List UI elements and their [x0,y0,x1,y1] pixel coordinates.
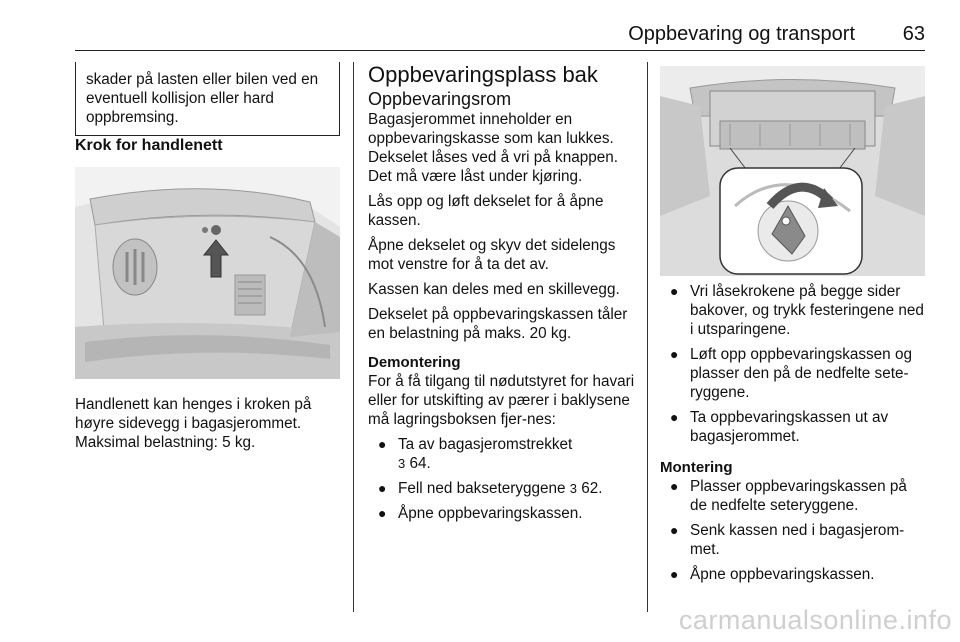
list-item [368,435,636,473]
figure-trunk-hook [75,167,340,379]
paragraph-4: Kassen kan deles med en skillevegg. [368,281,620,298]
removal-text: For å få tilgang til nødutstyret for havari eller for utskifting av pærer i baklysene må lagringsboksen fjer-nes: [368,373,635,428]
bullet-icon: ● [670,566,679,582]
header-rule [75,50,925,51]
paragraph-1: Bagasjerommet inneholder en oppbevaringskasse som kan lukkes. Dekselet låses ved å vri på knappen. Det må være låst under kjøring. [368,111,618,185]
bullet-icon: ● [670,478,679,494]
list-item-text: Senk kassen ned i bagasjerom-met. [690,522,905,558]
bullet-icon: ● [378,480,387,496]
page-reference[interactable]: 62. [581,480,603,497]
column-divider-left [353,62,354,612]
column-3 [660,62,925,590]
figure-storage-box-lock [660,66,925,276]
list-item-text: Åpne oppbevaringskassen. [398,505,583,522]
trunk-hook-illustration [75,167,340,379]
reference-arrow-icon: 3 [398,456,406,471]
list-item [368,504,636,523]
list-item-text: Vri låsekrokene på begge sider bakover, og trykk festeringene ned i utsparingene. [690,283,924,338]
watermark: carmanualsonline.info [678,605,952,635]
list-item [660,345,925,402]
warning-box [75,62,340,136]
bullet-icon: ● [378,505,387,521]
list-item-text: Løft opp oppbevaringskassen og plasser den på de nedfelte sete-ryggene. [690,346,912,401]
paragraph-3: Åpne dekselet og skyv det sidelengs mot venstre for å ta det av. [368,237,616,273]
list-item-text: Åpne oppbevaringskassen. [690,566,875,583]
list-item [660,521,925,559]
list-item-text: Plasser oppbevaringskassen på de nedfelte seteryggene. [690,478,907,514]
list-item [660,408,925,446]
subsection-title: Oppbevaringsrom [368,89,512,109]
reference-arrow-icon: 3 [569,481,578,496]
removal-heading: Demontering [368,354,461,371]
list-item [660,477,925,515]
list-item [660,565,925,584]
removal-list [368,435,636,523]
install-heading: Montering [660,459,733,476]
column-divider-right [647,62,648,612]
bullet-icon: ● [670,409,679,425]
shopping-net-caption: Handlenett kan henges i kroken på høyre sidevegg i bagasjerommet. Maksimal belastning: 5 kg. [75,396,312,451]
paragraph-2: Lås opp og løft dekselet for å åpne kassen. [368,193,604,229]
storage-box-illustration [660,66,925,276]
bullet-icon: ● [670,283,679,299]
column-1 [75,62,340,452]
paragraph-5: Dekselet på oppbevaringskassen tåler en belastning på maks. 20 kg. [368,306,628,342]
list-item [660,282,925,339]
list-item-text: Ta oppbevaringskassen ut av bagasjerommet. [690,409,889,445]
page-header [75,0,925,50]
page-number: 63 [902,23,925,45]
list-item-text: Ta av bagasjeromstrekket [398,436,573,453]
column-2 [368,62,636,529]
bullet-icon: ● [670,522,679,538]
list-item-text: Fell ned bakseteryggene [398,480,566,497]
install-list [660,477,925,584]
heading-shopping-net-hook: Krok for handlenett [75,137,223,154]
bullet-icon: ● [670,346,679,362]
section-title: Oppbevaringsplass bak [368,62,598,87]
page-title: Oppbevaring og transport [628,23,855,45]
list-item [368,479,636,498]
page-reference[interactable]: 64. [409,455,431,472]
procedure-list [660,282,925,446]
bullet-icon: ● [378,436,387,452]
warning-text: skader på lasten eller bilen ved en eventuell kollisjon eller hard oppbremsing. [86,71,319,126]
